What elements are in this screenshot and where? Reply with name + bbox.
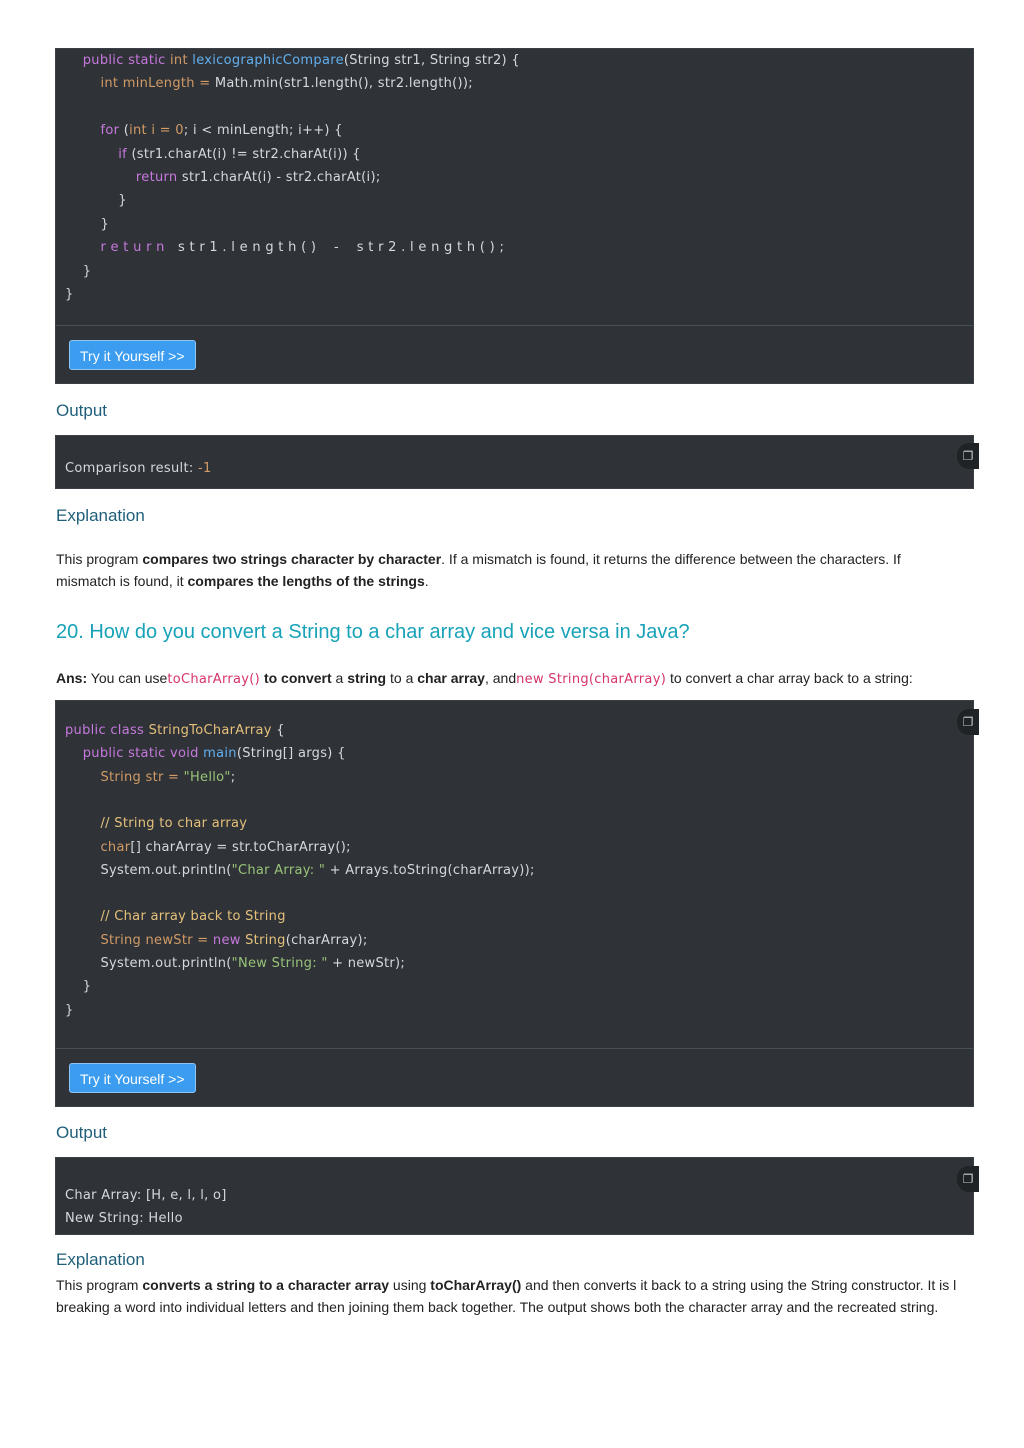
explanation-heading: Explanation — [56, 506, 145, 525]
code-token: lexicographicCompare — [192, 53, 344, 68]
code-line — [65, 193, 127, 208]
code-line — [65, 287, 74, 302]
text: You can use — [87, 670, 168, 686]
code-token: } — [65, 263, 92, 279]
code-token: public static void — [82, 746, 204, 762]
code-token: int i = 0 — [129, 123, 184, 139]
bold-text: converts a string to a character array — [142, 1277, 390, 1293]
code-token: (str1.charAt(i) != str2.charAt(i)) { — [131, 146, 361, 162]
output-block-char-array — [55, 1157, 974, 1235]
code-line — [65, 147, 361, 162]
try-it-yourself-button[interactable]: Try it Yourself >> — [69, 1063, 196, 1093]
code-token: + newStr); — [327, 956, 406, 971]
code-token: return — [135, 170, 182, 185]
text: This program — [56, 551, 143, 567]
code-token — [65, 909, 100, 924]
bold-text: compares two strings character by character — [142, 551, 442, 567]
code-token: if — [118, 146, 132, 162]
output-line: New String: Hello — [65, 1211, 183, 1226]
code-line — [65, 53, 520, 68]
bold-text: toCharArray() — [430, 1277, 522, 1293]
code-token — [65, 76, 100, 91]
code-token — [65, 170, 136, 185]
ans-label: Ans: — [56, 670, 88, 686]
code-token — [65, 933, 100, 948]
code-block-string-to-char — [55, 700, 974, 1107]
code-token: r e t u r n — [100, 240, 165, 256]
text: , and — [484, 670, 517, 686]
code-token: { — [271, 723, 285, 738]
code-token: (String str1, String str2) { — [343, 53, 520, 68]
code-token: ( — [123, 123, 130, 139]
inline-code: toCharArray() — [167, 672, 261, 687]
code-token: "Char Array: " — [231, 862, 326, 878]
text: This program — [56, 1277, 143, 1293]
code-line — [65, 863, 535, 878]
code-token: String newStr = — [100, 932, 213, 948]
explanation-paragraph — [56, 1274, 991, 1318]
code-token — [65, 770, 100, 785]
code-line — [65, 840, 351, 855]
text: breaking a word into individual letters and then joining them back together. The output shows both the character array and the recreated string. — [56, 1299, 939, 1315]
code-token: Math.min(str1.length(), str2.length()); — [214, 76, 473, 92]
code-token: char — [100, 839, 131, 855]
code-token: } — [65, 193, 127, 209]
code-token: String str = — [100, 769, 184, 785]
code-line — [65, 217, 109, 232]
code-line — [65, 933, 368, 948]
bold-text: char array — [417, 670, 485, 686]
try-it-bar — [56, 325, 973, 385]
code-token: s t r 1 . l e n g t h ( ) - s t r 2 . l e n g t h ( ) ; — [164, 240, 505, 256]
code-token: main — [203, 746, 237, 762]
code-token: } — [65, 216, 110, 232]
explanation-paragraph — [56, 548, 986, 592]
try-it-bar — [56, 1048, 973, 1108]
output-label: Comparison result: — [65, 461, 198, 476]
code-token: String — [245, 932, 286, 948]
code-line — [65, 264, 91, 279]
code-token: for — [100, 123, 124, 139]
output-heading: Output — [56, 1123, 108, 1142]
code-token: System.out.println( — [65, 862, 232, 878]
try-it-yourself-button[interactable]: Try it Yourself >> — [69, 340, 196, 370]
code-block-lexicographic — [55, 48, 974, 384]
code-token: } — [65, 1002, 74, 1018]
code-line — [65, 1003, 74, 1018]
code-token: StringToCharArray — [148, 723, 272, 738]
code-line — [65, 170, 381, 185]
code-token: } — [65, 287, 74, 302]
code-token: } — [65, 979, 92, 995]
code-line — [65, 123, 343, 138]
text: to convert a char array back to a string: — [666, 670, 913, 686]
output-text — [65, 461, 212, 476]
code-token: ; i < minLength; i++) { — [183, 123, 343, 139]
output-text — [65, 1184, 227, 1230]
code-token: (charArray); — [285, 932, 368, 948]
code-token: // String to char array — [100, 816, 248, 832]
bold-text: to convert — [260, 670, 332, 686]
code-token: int minLength = — [100, 76, 215, 92]
text: a — [331, 670, 348, 686]
code-token — [65, 746, 83, 761]
code-token: [] charArray = str.toCharArray(); — [130, 839, 351, 855]
code-token — [65, 240, 100, 255]
code-line — [65, 956, 405, 971]
output-heading: Output — [56, 401, 108, 420]
code-token: ; — [230, 769, 236, 785]
code-token — [65, 53, 83, 68]
output-value: -1 — [197, 461, 212, 476]
code-token: System.out.println( — [65, 956, 232, 971]
code-line — [65, 979, 91, 994]
question-heading: 20. How do you convert a String to a char array and vice versa in Java? — [56, 621, 690, 643]
copy-icon[interactable]: ❐ — [957, 443, 979, 469]
code-token: int — [170, 53, 193, 68]
code-token: str1.charAt(i) - str2.charAt(i); — [181, 170, 381, 185]
code-token: // Char array back to String — [100, 909, 286, 925]
output-block-comparison — [55, 435, 974, 489]
inline-code: new String(charArray) — [516, 672, 667, 687]
output-line: Char Array: [H, e, l, l, o] — [65, 1188, 227, 1203]
code-line — [65, 240, 504, 255]
code-line — [65, 770, 235, 785]
explanation-heading: Explanation — [56, 1250, 145, 1269]
code-token: "New String: " — [231, 956, 328, 971]
code-line — [65, 723, 285, 738]
code-token: + Arrays.toString(charArray)); — [325, 862, 535, 878]
code-line — [65, 76, 473, 91]
code-token — [65, 840, 100, 855]
code-token: public static — [82, 53, 171, 68]
code-token: "Hello" — [183, 769, 231, 785]
copy-icon[interactable]: ❐ — [957, 1166, 979, 1192]
text: mismatch is found, it — [56, 573, 188, 589]
bold-text: string — [347, 670, 387, 686]
copy-icon[interactable]: ❐ — [957, 709, 979, 735]
text: . — [424, 573, 429, 589]
text: using — [389, 1277, 431, 1293]
code-line — [65, 909, 286, 924]
code-token — [65, 816, 100, 831]
code-token: public class — [65, 723, 149, 738]
code-token — [65, 147, 118, 162]
code-token: new — [212, 932, 246, 948]
answer-paragraph — [56, 667, 986, 691]
code-line — [65, 816, 247, 831]
text: . If a mismatch is found, it returns the difference between the characters. If — [441, 551, 901, 567]
code-token — [65, 123, 100, 138]
text: and then converts it back to a string using the String constructor. It is l — [521, 1277, 957, 1293]
bold-text: compares the lengths of the strings — [187, 573, 425, 589]
code-token: (String[] args) { — [236, 746, 346, 762]
code-line — [65, 746, 346, 761]
text: to a — [386, 670, 418, 686]
